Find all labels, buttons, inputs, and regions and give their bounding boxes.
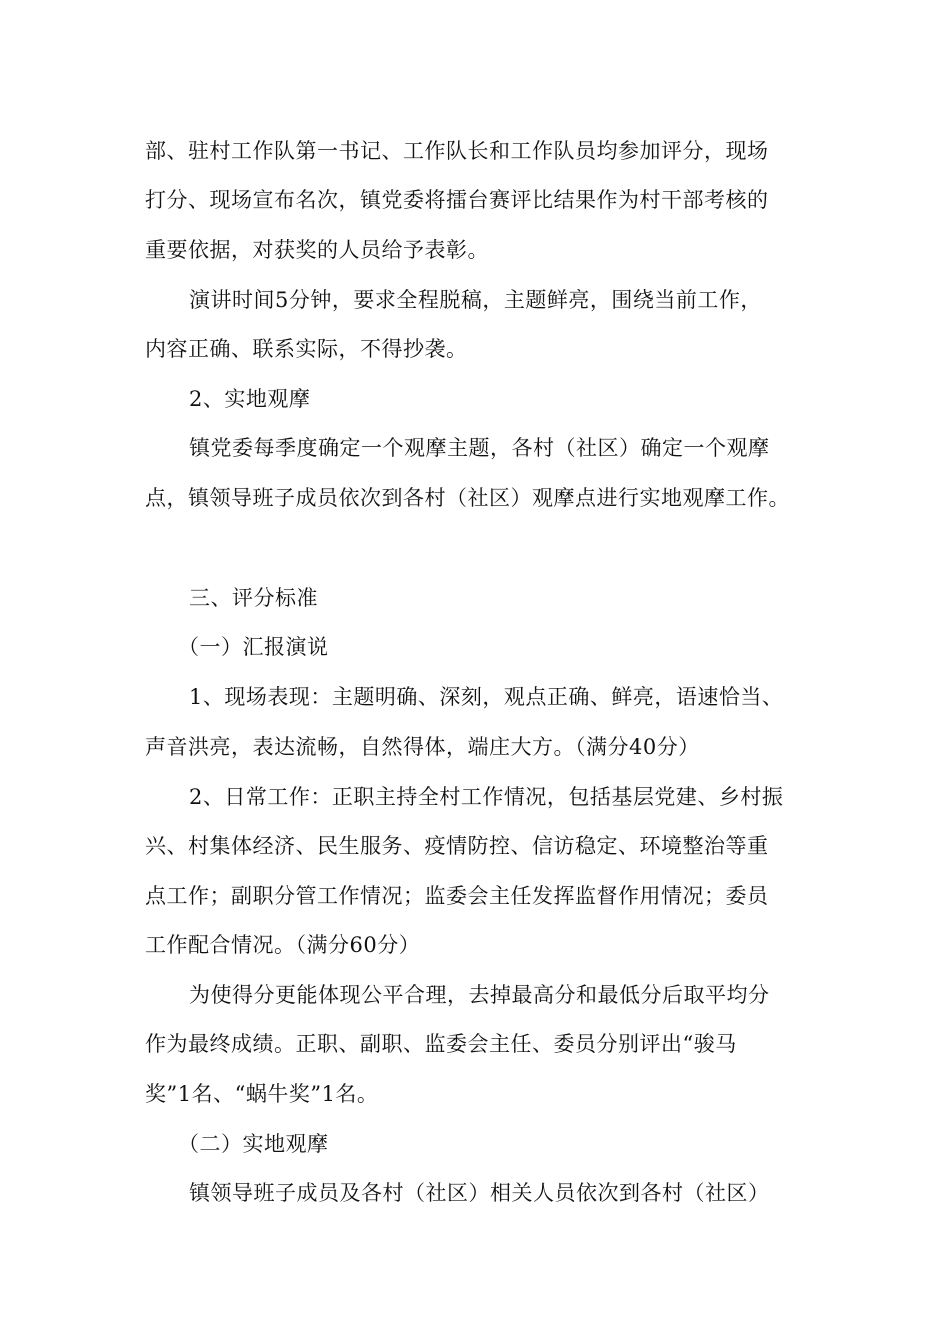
paragraph-line: 重要依据，对获奖的人员给予表彰。: [145, 238, 489, 262]
paragraph-line: 声音洪亮，表达流畅，自然得体，端庄大方。（满分40分）: [145, 735, 700, 759]
subsection-heading: （二）实地观摩: [178, 1132, 329, 1156]
paragraph-line: 镇领导班子成员及各村（社区）相关人员依次到各村（社区）: [189, 1181, 770, 1205]
paragraph-line: 1、现场表现：主题明确、深刻，观点正确、鲜亮，语速恰当、: [189, 685, 784, 709]
paragraph-line: 镇党委每季度确定一个观摩主题，各村（社区）确定一个观摩: [189, 436, 770, 460]
paragraph-line: 作为最终成绩。正职、副职、监委会主任、委员分别评出“骏马: [145, 1032, 737, 1056]
paragraph-line: 演讲时间5分钟，要求全程脱稿，主题鲜亮，围绕当前工作，: [189, 288, 762, 312]
paragraph-line: 部、驻村工作队第一书记、工作队长和工作队员均参加评分，现场: [145, 139, 769, 163]
section-heading: 2、实地观摩: [189, 387, 311, 411]
paragraph-line: 2、日常工作：正职主持全村工作情况，包括基层党建、乡村振: [189, 785, 784, 809]
paragraph-line: 为使得分更能体现公平合理，去掉最高分和最低分后取平均分: [189, 983, 770, 1007]
paragraph-line: 内容正确、联系实际，不得抄袭。: [145, 337, 468, 361]
paragraph-line: 点工作；副职分管工作情况；监委会主任发挥监督作用情况；委员: [145, 884, 769, 908]
paragraph-line: 点，镇领导班子成员依次到各村（社区）观摩点进行实地观摩工作。: [145, 486, 790, 510]
paragraph-line: 奖”1名、“蜗牛奖”1名。: [145, 1082, 379, 1106]
paragraph-line: 兴、村集体经济、民生服务、疫情防控、信访稳定、环境整治等重: [145, 834, 769, 858]
subsection-heading: （一）汇报演说: [178, 635, 329, 659]
paragraph-line: 打分、现场宣布名次，镇党委将擂台赛评比结果作为村干部考核的: [145, 188, 769, 212]
paragraph-line: 工作配合情况。（满分60分）: [145, 933, 421, 957]
section-heading: 三、评分标准: [189, 586, 318, 610]
